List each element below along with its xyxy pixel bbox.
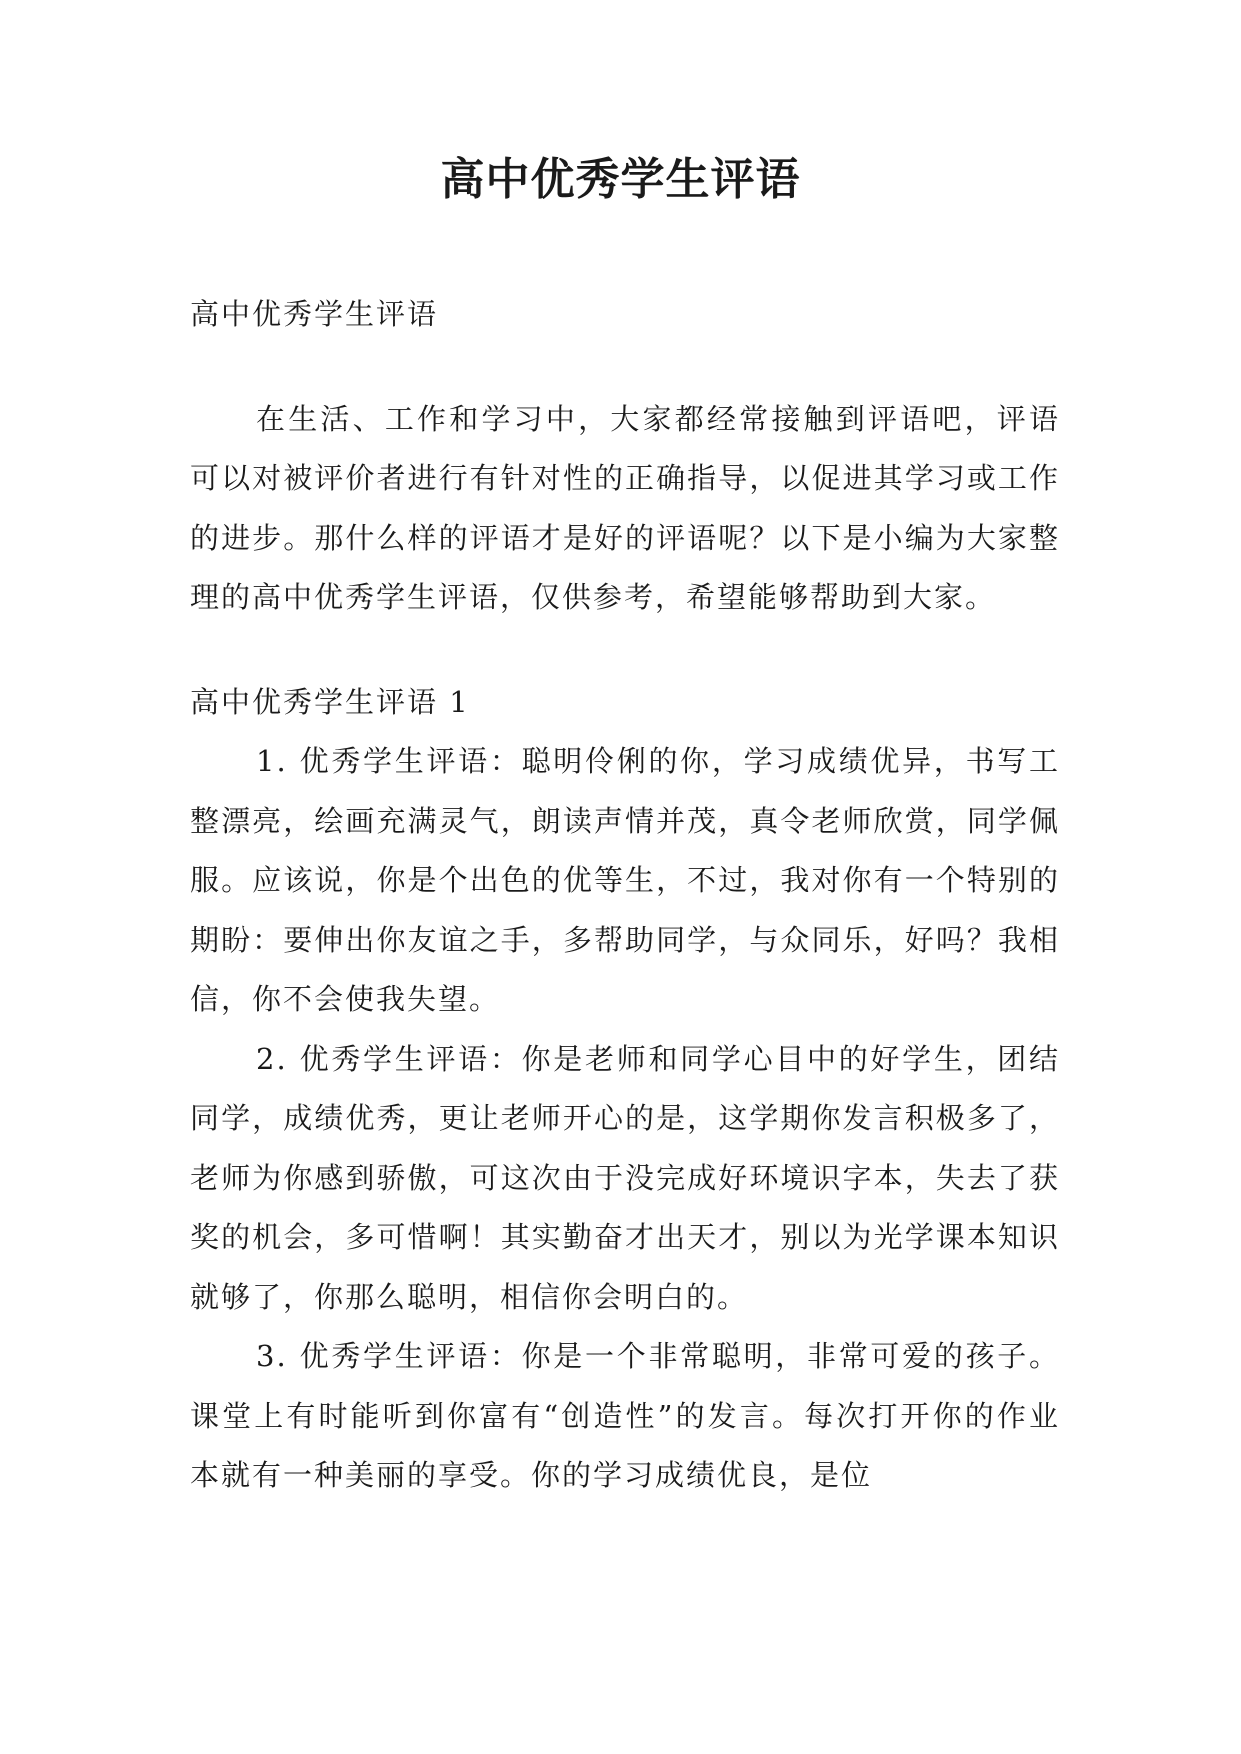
section-heading: 高中优秀学生评语 1 [190,684,470,719]
document-subtitle: 高中优秀学生评语 [190,297,439,331]
document-title: 高中优秀学生评语 [440,154,801,205]
comment-item-3: 3. 优秀学生评语：你是一个非常聪明，非常可爱的孩子。课堂上有时能听到你富有“创造性”的发言。每次打开你的作业本就有一种美丽的享受。你的学习成绩优良，是位 [190,1339,1060,1492]
comment-item-1: 1. 优秀学生评语：聪明伶俐的你，学习成绩优异，书写工整漂亮，绘画充满灵气，朗读声情并茂，真令老师欣赏，同学佩服。应该说，你是个出色的优等生，不过，我对你有一个特别的期盼：要伸出你友谊之手，多帮助同学，与众同乐，好吗？我相信，你不会使我失望。 [190,744,1060,1016]
intro-paragraph: 在生活、工作和学习中，大家都经常接触到评语吧，评语可以对被评价者进行有针对性的正确指导，以促进其学习或工作的进步。那什么样的评语才是好的评语呢？以下是小编为大家整理的高中优秀学生评语，仅供参考，希望能够帮助到大家。 [190,401,1060,614]
document-body [190,285,1060,1506]
comment-item-2: 2. 优秀学生评语：你是老师和同学心目中的好学生，团结同学，成绩优秀，更让老师开心的是，这学期你发言积极多了，老师为你感到骄傲，可这次由于没完成好环境识字本，失去了获奖的机会，多可惜啊！其实勤奋才出天才，别以为光学课本知识就够了，你那么聪明，相信你会明白的。 [190,1041,1060,1314]
